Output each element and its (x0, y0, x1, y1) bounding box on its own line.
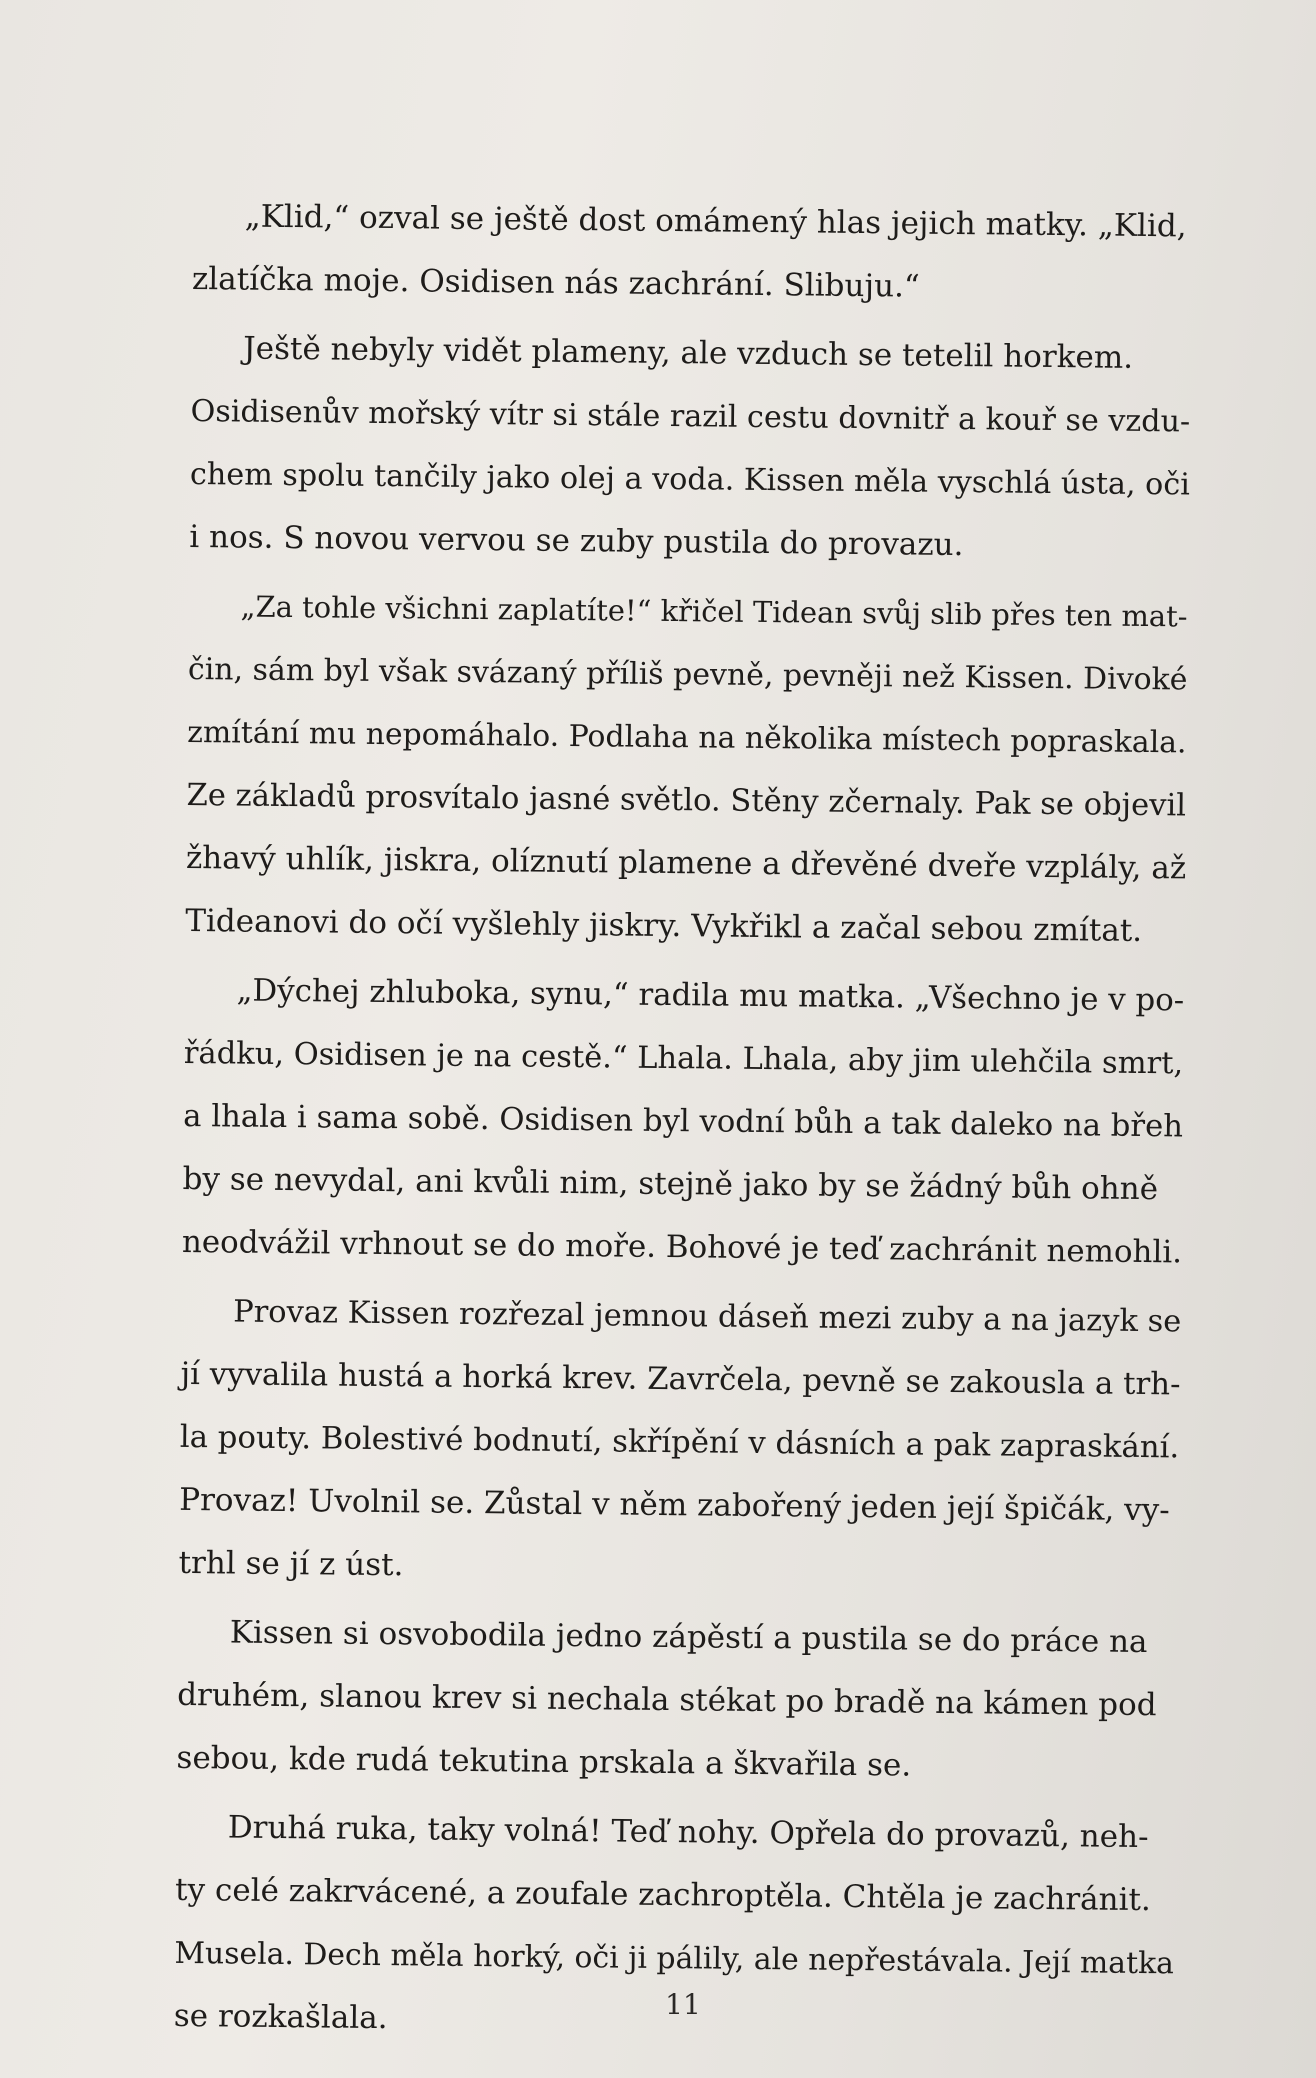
body-text (173, 185, 1193, 2064)
text-line: Provaz Kissen rozřezal jemnou dáseň mezi zuby a na jazyk se (233, 1294, 1182, 1340)
text-line: la pouty. Bolestivé bodnutí, skřípění v dásních a pak zapraskání. (179, 1418, 1180, 1466)
text-line: se rozkašlala. (173, 1997, 388, 2037)
text-line: chem spolu tančily jako olej a voda. Kissen měla vyschlá ústa, oči (189, 456, 1191, 503)
text-line: ty celé zakrvácené, a zoufale zachroptěla. Chtěla je zachránit. (174, 1871, 1151, 1919)
text-line: zlatíčka moje. Osidisen nás zachrání. Slibuju.“ (191, 260, 920, 305)
paragraph-3 (185, 575, 1189, 963)
text-line: Druhá ruka, taky volná! Teď nohy. Opřela do provazů, neh- (227, 1809, 1149, 1856)
text-line: Ještě nebyly vidět plameny, ale vzduch se tetelil horkem. (243, 330, 1134, 376)
paragraph-2 (189, 317, 1192, 579)
text-line: a lhala i sama sobě. Osidisen byl vodní bůh a tak daleko na břeh (183, 1098, 1184, 1145)
page-number: 11 (665, 1988, 701, 2021)
paragraph-5 (178, 1280, 1181, 1605)
text-line: „Dýchej zhluboka, synu,“ radila mu matka. „Všechno je v po- (236, 972, 1185, 1019)
text-line: „Za tohle všichni zaplatíte!“ křičel Tidean svůj slib přes ten mat- (240, 589, 1188, 634)
text-line: i nos. S novou vervou se zuby pustila do provazu. (189, 518, 964, 564)
text-line: žhavý uhlík, jiskra, olíznutí plamene a dřevěné dveře vzplály, až (185, 839, 1187, 887)
text-line: čin, sám byl však svázaný příliš pevně, pevněji než Kissen. Divoké (187, 651, 1188, 698)
text-line: Provaz! Uvolnil se. Zůstal v něm zabořený jeden její špičák, vy- (179, 1481, 1170, 1529)
text-line: „Klid,“ ozval se ještě dost omámený hlas jejich matky. „Klid, (244, 198, 1187, 245)
text-line: Kissen si osvobodila jedno zápěstí a pustila se do práce na (229, 1614, 1148, 1661)
text-line: druhém, slanou krev si nechala stékat po bradě na kámen pod (176, 1676, 1157, 1724)
paragraph-1 (192, 185, 1193, 321)
text-line: trhl se jí z úst. (178, 1544, 404, 1584)
text-line: řádku, Osidisen je na cestě.“ Lhala. Lhala, aby jim ulehčila smrt, (183, 1035, 1184, 1082)
text-line: Tideanovi do očí vyšlehly jiskry. Vykřikl a začal sebou zmítat. (185, 902, 1143, 949)
text-line: by se nevydal, ani kvůli nim, stejně jako by se žádný bůh ohně (182, 1160, 1159, 1208)
paragraph-4 (182, 959, 1185, 1284)
text-line: zmítání mu nepomáhalo. Podlaha na několika místech popraskala. (187, 714, 1187, 761)
paragraph-6 (176, 1601, 1178, 1800)
text-line: Osidisenův mořský vítr si stále razil cestu dovnitř a kouř se vzdu- (190, 393, 1191, 440)
text-line: jí vyvalila hustá a horká krev. Zavrčela, pevně se zakousla a trh- (180, 1355, 1181, 1403)
text-line: sebou, kde rudá tekutina prskala a škvařila se. (176, 1739, 912, 1784)
text-line: Ze základů prosvítalo jasné světlo. Stěny zčernaly. Pak se objevil (186, 777, 1187, 824)
text-line: Musela. Dech měla horký, oči ji pálily, ale nepřestávala. Její matka (174, 1935, 1175, 1982)
text-line: neodvážil vrhnout se do moře. Bohové je teď zachránit nemohli. (181, 1223, 1183, 1271)
